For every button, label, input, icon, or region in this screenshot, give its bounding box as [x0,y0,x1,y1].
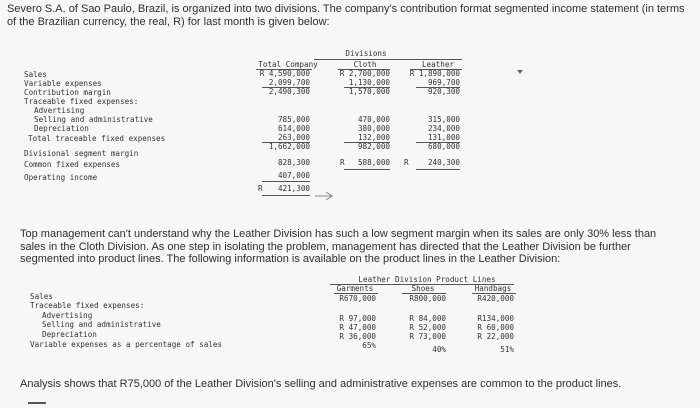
garments-advertising: R 97,000 [339,314,376,323]
total-operating-income: 421,300 [277,184,310,193]
pl-label-variable-pct: Variable expenses as a percentage of sales [30,340,223,349]
col-leather: Leather [421,60,454,69]
garments-selling: R 47,000 [339,323,376,332]
handbags-selling: R 60,000 [477,323,514,332]
shoes-sales: R800,000 [409,294,446,303]
cloth-depreciation: 132,000 [357,133,390,142]
cloth-advertising: 470,000 [357,115,390,124]
total-contribution: 2,490,300 [268,87,310,96]
col-total-company: Total Company [258,60,318,69]
leather-depreciation: 131,000 [427,133,460,142]
cloth-contribution: 1,570,000 [348,87,390,96]
bottom-paragraph: Analysis shows that R75,000 of the Leather Division's selling and administrative expenses are common to the product lines. [20,378,622,390]
leather-advertising: 315,000 [427,115,460,124]
cloth-segment-margin: 588,000 [357,158,390,167]
product-lines-header: Leather Division Product Lines [358,275,496,284]
shoes-variable-pct: 40% [432,345,446,354]
total-sales: R 4,590,000 [259,69,310,78]
leather-traceable: 680,000 [427,142,460,151]
cloth-traceable: 982,000 [357,142,390,151]
row-label-traceable-fixed: Traceable fixed expenses: [24,97,139,106]
pl-label-selling: Selling and administrative [42,320,161,329]
total-segment-margin: 828,300 [277,158,310,167]
row-label-advertising: Advertising [34,106,85,115]
total-traceable: 1,662,000 [268,142,310,151]
divisions-header: Divisions [345,49,387,58]
total-common-fixed: 407,000 [277,171,310,180]
row-label-contribution-margin: Contribution margin [24,88,111,97]
total-depreciation: 263,000 [277,133,310,142]
handbags-advertising: R134,000 [477,314,514,323]
intro-paragraph: Severo S.A. of Sao Paulo, Brazil, is organized into two divisions. The company's contribution format segmented income statement (in terms of the Brazilian currency, the real, R) for last month is given below: [7,3,685,28]
row-label-sales: Sales [24,70,47,79]
leather-contribution: 920,300 [427,87,460,96]
col-garments: Garments [336,284,374,293]
total-variable: 2,099,700 [268,78,310,87]
row-label-operating-income: Operating income [24,173,98,182]
currency-r-leather: R [404,158,409,167]
cloth-sales: R 2,700,000 [339,69,390,78]
handbags-depreciation: R 22,000 [477,332,514,341]
partial-text-fragment [28,402,46,404]
pl-label-sales: Sales [30,292,53,301]
currency-r-total: R [258,184,263,193]
cloth-variable: 1,130,000 [348,78,390,87]
col-shoes: Shoes [411,284,435,293]
row-label-common-fixed: Common fixed expenses [24,160,121,169]
row-label-selling-admin: Selling and administrative [34,115,153,124]
handbags-sales: R420,000 [477,294,514,303]
garments-depreciation: R 36,000 [339,332,376,341]
col-handbags: Handbags [474,284,512,293]
row-label-depreciation: Depreciation [34,124,89,133]
dropdown-arrow-icon [517,70,523,74]
shoes-depreciation: R 73,000 [409,332,446,341]
pl-label-traceable: Traceable fixed expenses: [30,301,145,310]
shoes-selling: R 52,000 [409,323,446,332]
row-label-variable-expenses: Variable expenses [24,79,102,88]
row-label-total-traceable: Total traceable fixed expenses [28,134,166,143]
pl-label-advertising: Advertising [42,311,93,320]
shoes-advertising: R 84,000 [409,314,446,323]
garments-sales: R670,000 [339,294,376,303]
total-selling: 614,000 [277,124,310,133]
col-cloth: Cloth [353,60,377,69]
pl-label-depreciation: Depreciation [42,330,97,339]
leather-selling: 234,000 [427,124,460,133]
mouse-cursor-icon [314,190,336,202]
handbags-variable-pct: 51% [500,345,514,354]
leather-sales: R 1,890,000 [409,69,460,78]
row-label-segment-margin: Divisional segment margin [24,149,139,158]
leather-variable: 969,700 [427,78,460,87]
cloth-selling: 380,000 [357,124,390,133]
garments-variable-pct: 65% [362,341,376,350]
total-advertising: 785,000 [277,115,310,124]
leather-segment-margin: 240,300 [427,158,460,167]
currency-r-cloth: R [340,158,345,167]
middle-paragraph: Top management can't understand why the Leather Division has such a low segment margin when its sales are only 30% less than sales in the Cloth Division. As one step in isolating the problem, management has directed that the Leather Division be further segmented into product lines. The following information is available on the product lines in the Leather Division: [20,228,657,265]
